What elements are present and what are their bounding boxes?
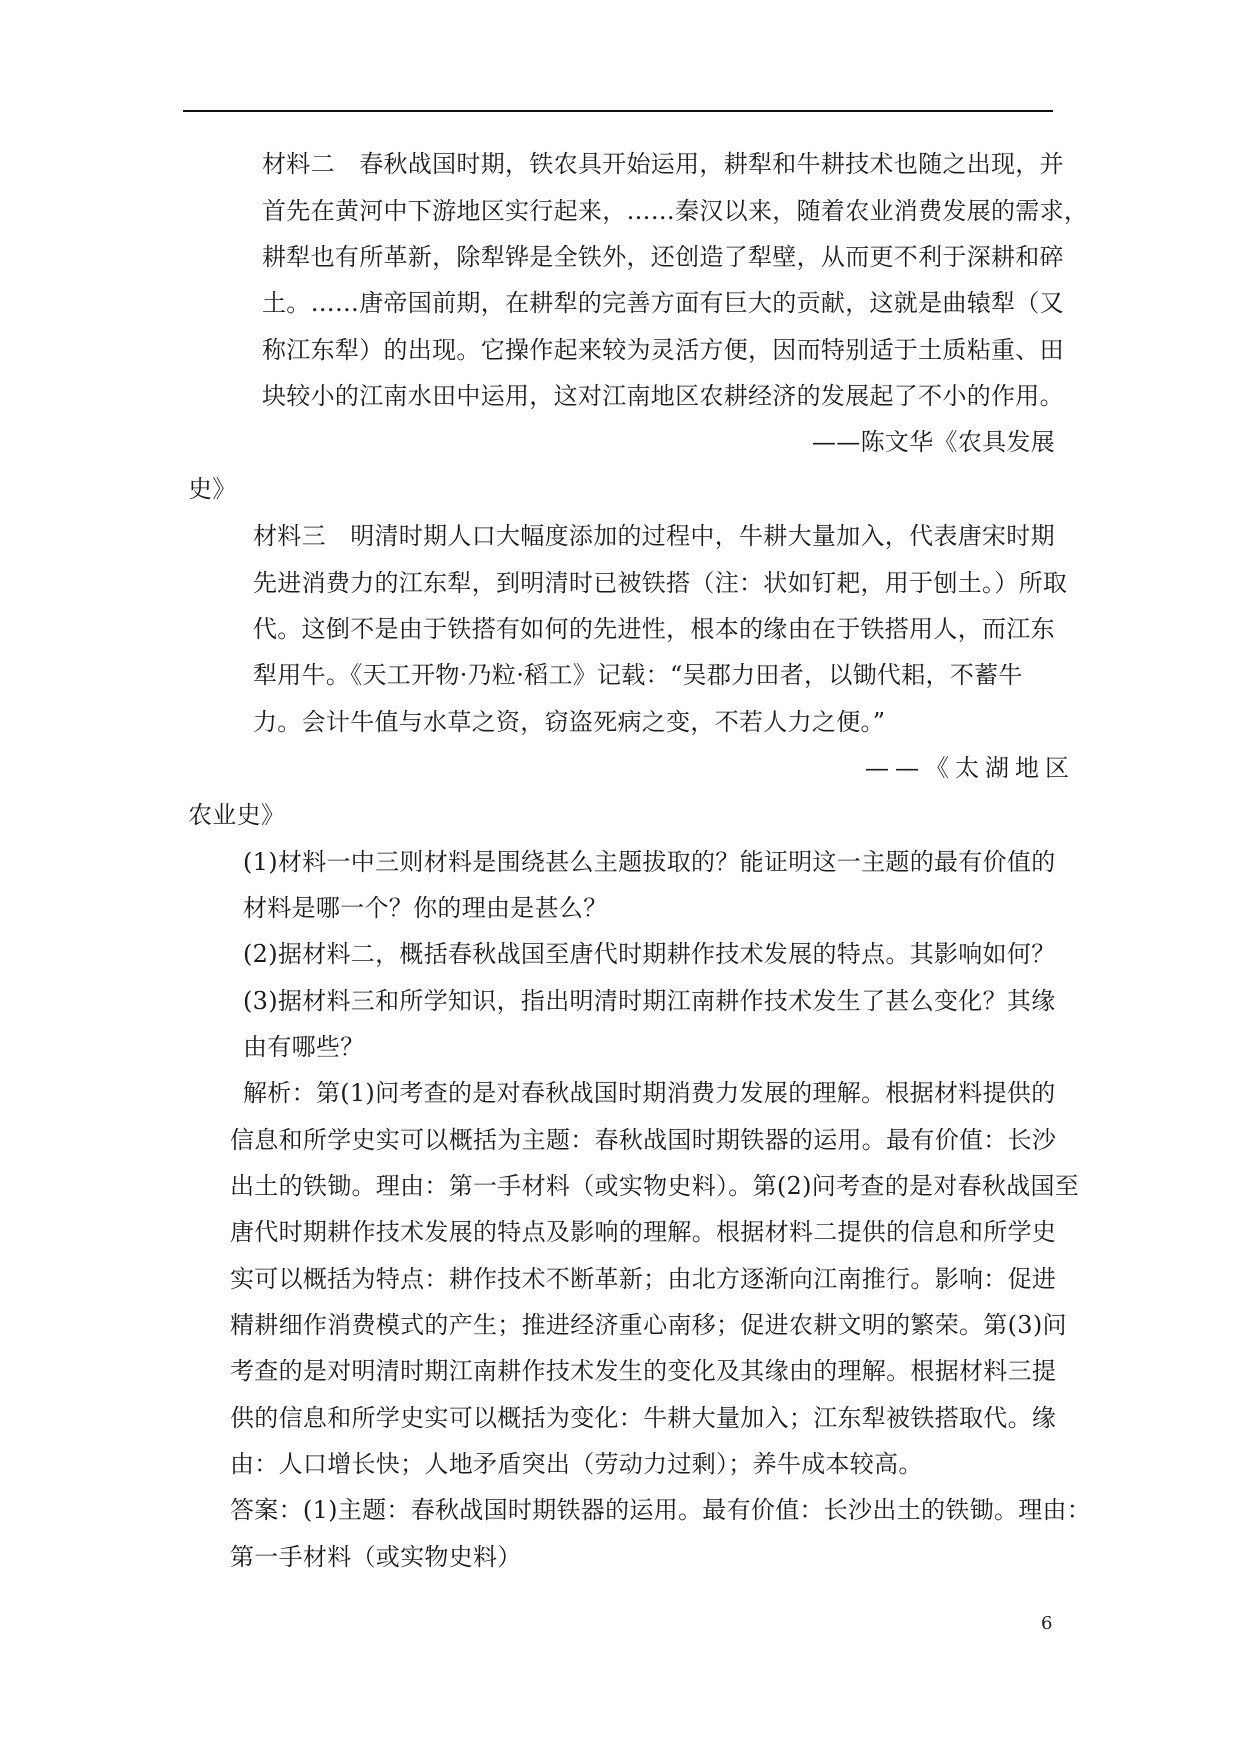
material2-line-4: 土。……唐帝国前期，在耕犁的完善方面有巨大的贡献，这就是曲辕犁（又 (262, 289, 1064, 317)
analysis-line-1: 解析：第(1)问考查的是对春秋战国时期消费力发展的理解。根据材料提供的 (243, 1079, 1056, 1107)
material3-line-2: 先进消费力的江东犁，到明清时已被铁搭（注：状如钉耙，用于刨土。）所取 (253, 569, 1068, 597)
material2-line-2: 首先在黄河中下游地区实行起来，……秦汉以来，随着农业消费发展的需求， (262, 197, 1089, 225)
material3-source-end: 农业史》 (188, 801, 286, 829)
material2-line-3: 耕犁也有所革新，除犁铧是全铁外，还创造了犁壁，从而更不利于深耕和碎 (262, 243, 1064, 271)
analysis-line-4: 唐代时期耕作技术发展的特点及影响的理解。根据材料二提供的信息和所学史 (230, 1218, 1057, 1246)
analysis-line-7: 考查的是对明清时期江南耕作技术发生的变化及其缘由的理解。根据材料三提 (230, 1357, 1057, 1385)
question-1: (1)材料一中三则材料是围绕甚么主题拔取的？能证明这一主题的最有价值的 (243, 848, 1056, 876)
material2-line-5: 称江东犁）的出现。它操作起来较为灵活方便，因而特别适于土质粘重、田 (262, 336, 1064, 364)
material2-source-end: 史》 (188, 475, 237, 503)
question-2: (2)据材料二，概括春秋战国至唐代时期耕作技术发展的特点。其影响如何？ (243, 940, 1056, 968)
page-number: 6 (1041, 1613, 1053, 1634)
material3-line-4: 犁用牛。《天工开物·乃粒·稻工》记载：“吴郡力田者，以锄代耜，不蓄牛 (253, 661, 1023, 689)
analysis-line-3: 出土的铁锄。理由：第一手材料（或实物史料）。第(2)问考查的是对春秋战国至 (230, 1172, 1080, 1200)
analysis-line-2: 信息和所学史实可以概括为主题：春秋战国时期铁器的运用。最有价值：长沙 (230, 1126, 1057, 1154)
material3-line-1: 材料三 明清时期人口大幅度添加的过程中，牛耕大量加入，代表唐宋时期 (253, 522, 1055, 550)
analysis-line-9: 由：人口增长快；人地矛盾突出（劳动力过剩）；养牛成本较高。 (230, 1450, 923, 1478)
material2-line-1: 材料二 春秋战国时期，铁农具开始运用，耕犁和牛耕技术也随之出现，并 (262, 150, 1064, 178)
question-1-cont: 材料是哪一个？你的理由是甚么？ (243, 894, 608, 922)
material3-source: ——《太湖地区 (865, 754, 1075, 782)
answer-line-2: 第一手材料（或实物史料） (230, 1543, 522, 1571)
header-rule (183, 110, 1053, 112)
question-3-cont: 由有哪些？ (243, 1033, 365, 1061)
analysis-line-8: 供的信息和所学史实可以概括为变化：牛耕大量加入；江东犁被铁搭取代。缘 (230, 1404, 1057, 1432)
material2-line-6: 块较小的江南水田中运用，这对江南地区农耕经济的发展起了不小的作用。 (262, 382, 1064, 410)
material2-source: ——陈文华《农具发展 (812, 428, 1055, 456)
analysis-line-6: 精耕细作消费模式的产生；推进经济重心南移；促进农耕文明的繁荣。第(3)问 (230, 1311, 1067, 1339)
question-3: (3)据材料三和所学知识，指出明清时期江南耕作技术发生了甚么变化？其缘 (243, 987, 1056, 1015)
answer-line-1: 答案：(1)主题：春秋战国时期铁器的运用。最有价值：长沙出土的铁锄。理由： (230, 1496, 1092, 1524)
material3-line-3: 代。这倒不是由于铁搭有如何的先进性，根本的缘由在于铁搭用人，而江东 (253, 615, 1055, 643)
analysis-line-5: 实可以概括为特点：耕作技术不断革新；由北方逐渐向江南推行。影响：促进 (230, 1265, 1057, 1293)
material3-line-5: 力。会计牛值与水草之资，窃盗死病之变，不若人力之便。” (253, 708, 886, 736)
